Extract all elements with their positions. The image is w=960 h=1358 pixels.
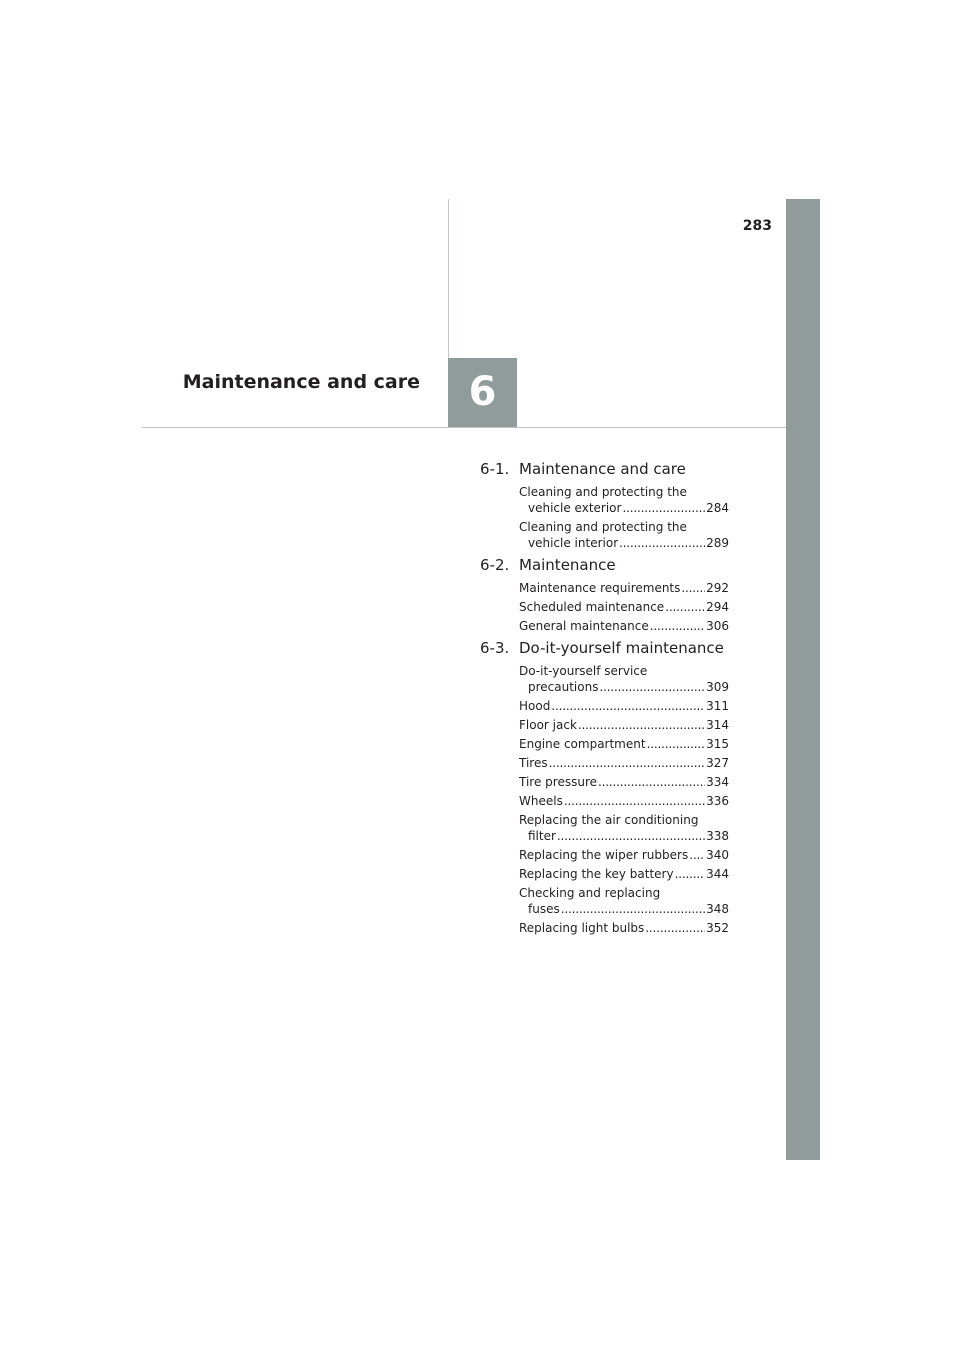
entry-title: precautions [528,680,599,694]
toc-entry[interactable] [519,663,729,695]
section-number: 6-1. [480,460,510,478]
entry-title: Scheduled maintenance [519,600,665,614]
entry-page-number: 338 [706,829,729,843]
entry-page-number: 284 [706,501,729,515]
entry-title: Tires [519,756,548,770]
toc-entry[interactable] [519,812,729,844]
page-number: 283 [742,218,772,234]
toc-section [480,554,729,634]
entry-title: Hood [519,699,551,713]
entry-page-number: 348 [706,902,729,916]
section-number: 6-3. [480,639,510,657]
section-heading[interactable] [480,637,729,659]
section-title: Maintenance and care [519,460,686,478]
toc-entry[interactable] [519,484,729,516]
entry-page-number: 306 [706,619,729,633]
entry-title: filter [528,829,556,843]
toc-entry[interactable] [519,774,729,790]
entry-page-number: 315 [706,737,729,751]
dot-leader [647,736,706,752]
toc-entry[interactable] [519,847,729,863]
entry-title: vehicle exterior [528,501,622,515]
entry-title: Maintenance requirements [519,581,681,595]
entry-title: Checking and replacing [519,886,661,900]
vertical-rule [448,199,449,359]
toc-section [480,637,729,936]
entry-title: Replacing the key battery [519,867,674,881]
dot-leader [665,599,705,615]
dot-leader [549,755,705,771]
entry-title: Replacing the air conditioning [519,813,699,827]
toc-entry[interactable] [519,717,729,733]
entry-page-number: 289 [706,536,729,550]
entry-page-number: 327 [706,756,729,770]
entry-title: Replacing light bulbs [519,921,645,935]
entry-page-number: 340 [706,848,729,862]
dot-leader [578,717,705,733]
entry-title: General maintenance [519,619,649,633]
dot-leader [619,535,705,551]
dot-leader [599,679,705,695]
horizontal-rule [142,427,786,428]
entry-page-number: 309 [706,680,729,694]
toc-entry[interactable] [519,599,729,615]
dot-leader [622,500,705,516]
chapter-number-box: 6 [448,358,517,427]
table-of-contents [480,458,729,939]
toc-entry[interactable] [519,618,729,634]
entry-title: fuses [528,902,560,916]
dot-leader [675,866,706,882]
dot-leader [561,901,705,917]
entry-page-number: 311 [706,699,729,713]
dot-leader [681,580,705,596]
chapter-title: Maintenance and care [182,371,420,393]
toc-entry[interactable] [519,698,729,714]
dot-leader [564,793,705,809]
chapter-side-tab [786,199,820,1160]
dot-leader [598,774,705,790]
dot-leader [689,847,705,863]
entry-title: Floor jack [519,718,577,732]
toc-entry[interactable] [519,519,729,551]
dot-leader [650,618,705,634]
toc-section [480,458,729,551]
toc-entry[interactable] [519,885,729,917]
entry-title: Replacing the wiper rubbers [519,848,689,862]
toc-entry[interactable] [519,793,729,809]
entry-title: Wheels [519,794,563,808]
toc-entry[interactable] [519,736,729,752]
entry-page-number: 334 [706,775,729,789]
dot-leader [551,698,705,714]
entry-page-number: 352 [706,921,729,935]
entry-page-number: 292 [706,581,729,595]
entry-title: Engine compartment [519,737,646,751]
toc-entry[interactable] [519,920,729,936]
toc-entry[interactable] [519,866,729,882]
section-title: Maintenance [519,556,616,574]
entry-title: Cleaning and protecting the [519,485,687,499]
section-number: 6-2. [480,556,510,574]
entry-title: Do-it-yourself service [519,664,648,678]
dot-leader [557,828,705,844]
section-title: Do-it-yourself maintenance [519,639,724,657]
entry-page-number: 314 [706,718,729,732]
entry-title: Tire pressure [519,775,597,789]
entry-page-number: 294 [706,600,729,614]
entry-page-number: 344 [706,867,729,881]
toc-entry[interactable] [519,755,729,771]
entry-title: Cleaning and protecting the [519,520,687,534]
toc-entry[interactable] [519,580,729,596]
entry-page-number: 336 [706,794,729,808]
section-heading[interactable] [480,554,729,576]
entry-title: vehicle interior [528,536,619,550]
dot-leader [645,920,705,936]
section-heading[interactable] [480,458,729,480]
